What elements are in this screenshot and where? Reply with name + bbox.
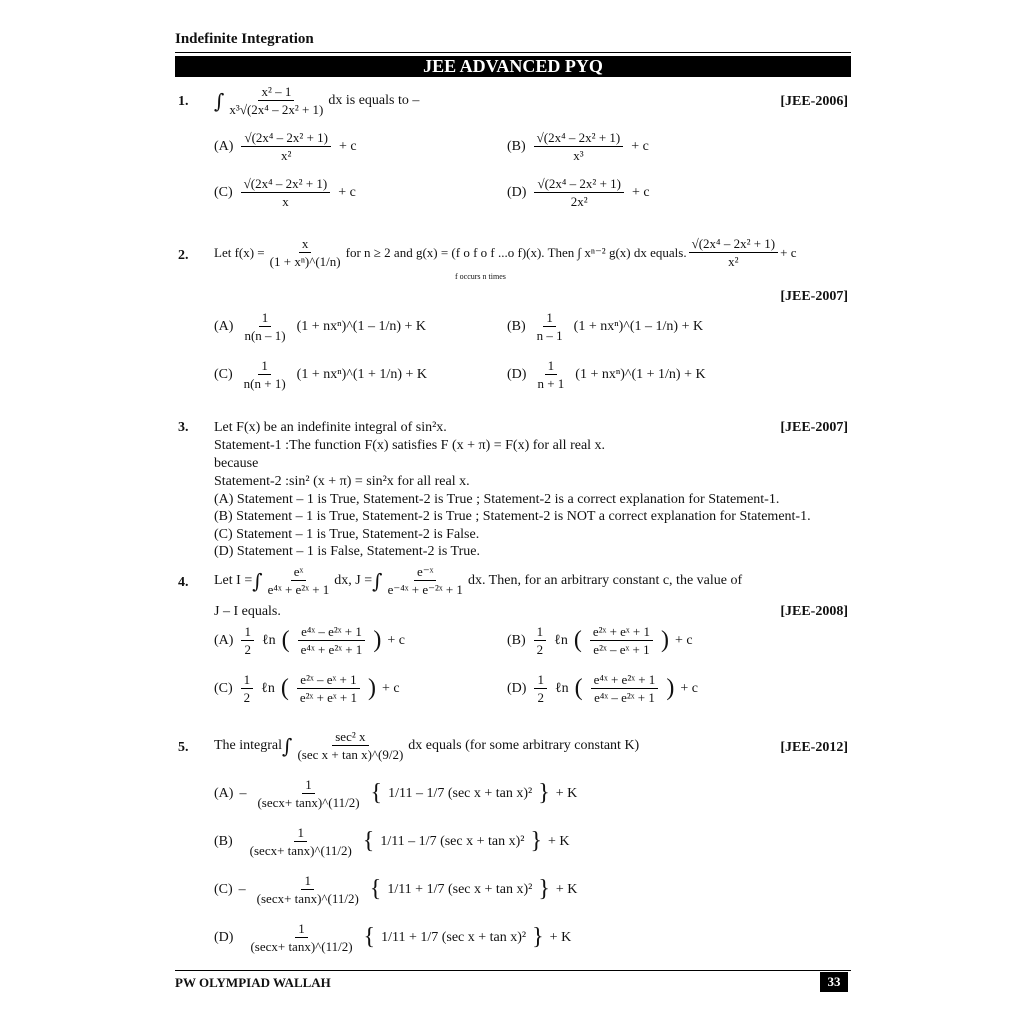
- footer-publisher: PW OLYMPIAD WALLAH: [175, 975, 331, 990]
- option-den: (secx+ tanx)^(11/2): [257, 795, 360, 810]
- ln-symbol: ℓn: [261, 632, 276, 648]
- half-den: 2: [243, 690, 251, 705]
- q3-line: Statement-1 :The function F(x) satisfies F (x + π) = F(x) for all real x.: [214, 438, 606, 453]
- half-den: 2: [537, 690, 544, 705]
- q5-option-c[interactable]: (C) – $\frac{1}{(\sec x+ \tan x)\^{}(11/2)}$ { 1/11 + 1/7 (sec x + tan x)² } + K: [214, 873, 578, 906]
- header-rule: [175, 52, 851, 53]
- option-sign: –: [238, 881, 246, 897]
- option-num: √(2x⁴ – 2x² + 1): [241, 130, 331, 147]
- q2-option-c[interactable]: [214, 358, 427, 391]
- option-num: e²ˣ + eˣ + 1: [590, 624, 653, 641]
- option-sign: –: [239, 785, 247, 801]
- q4-year: [JEE-2008]: [780, 604, 848, 619]
- q2-tail: + c: [780, 244, 797, 260]
- q3-option-a[interactable]: (A) Statement – 1 is True, Statement-2 is True ; Statement-2 is a correct explanation for Statement-1.: [214, 492, 780, 507]
- option-tail: (1 + nxⁿ)^(1 + 1/n) + K: [575, 366, 706, 382]
- q5-stem-b: dx equals (for some arbitrary constant K): [408, 737, 640, 753]
- half-num: 1: [241, 624, 254, 641]
- option-label: (C): [214, 881, 233, 897]
- q3-year: [JEE-2007]: [780, 420, 848, 435]
- option-label: (D): [507, 366, 527, 382]
- option-tail: + c: [631, 138, 649, 154]
- option-den: 2x²: [570, 194, 588, 209]
- option-den: n + 1: [537, 376, 565, 391]
- option-tail: + c: [387, 632, 405, 648]
- q2-option-b[interactable]: [507, 310, 703, 343]
- q2-num: x: [299, 236, 312, 253]
- option-label: (B): [214, 833, 233, 849]
- q3-line: Statement-2 :sin² (x + π) = sin²x for all real x.: [214, 474, 470, 489]
- option-num: e⁴ˣ + e²ˣ + 1: [591, 672, 659, 689]
- q4-stem-a: Let I =: [214, 572, 253, 588]
- option-num: e⁴ˣ – e²ˣ + 1: [298, 624, 365, 641]
- option-tail: + c: [339, 138, 357, 154]
- q1-option-c[interactable]: [214, 176, 356, 209]
- option-num: 1: [301, 873, 314, 890]
- q5-option-b[interactable]: (B) $\frac{1}{(\sec x+ \tan x)\^{}(11/2)}$ { 1/11 – 1/7 (sec x + tan x)² } + K: [214, 825, 570, 858]
- banner-title: JEE ADVANCED PYQ: [175, 56, 851, 77]
- option-tail: + c: [382, 680, 400, 696]
- option-tail: (1 + nxⁿ)^(1 – 1/n) + K: [296, 318, 427, 334]
- option-num: 1: [259, 310, 272, 327]
- option-label: (C): [214, 184, 233, 200]
- q4-i-den: e⁴ˣ + e²ˣ + 1: [267, 582, 330, 597]
- option-num: 1: [295, 921, 308, 938]
- page-number: 33: [820, 972, 848, 992]
- option-tail: + c: [675, 632, 693, 648]
- half-num: 1: [534, 624, 547, 641]
- option-den: (secx+ tanx)^(11/2): [256, 891, 359, 906]
- q2-num2: √(2x⁴ – 2x² + 1): [689, 236, 779, 253]
- q4-option-c[interactable]: (C) $\frac{1}{2}$ ℓn ( $\frac{\text{e²ˣ – eˣ + 1}}{\text{e²ˣ + eˣ + 1}}$ ) + c: [214, 672, 400, 705]
- q1-text: dx is equals to –: [328, 92, 420, 108]
- option-label: (B): [507, 138, 526, 154]
- option-den: e²ˣ + eˣ + 1: [299, 690, 358, 705]
- section-title: Indefinite Integration: [175, 31, 314, 47]
- option-label: (A): [214, 632, 234, 648]
- q5-stem-a: The integral: [214, 737, 283, 753]
- footer-rule: [175, 970, 851, 971]
- q5-option-a[interactable]: (A) – $\frac{1}{(\sec x+ \tan x)\^{}(11/2)}$ { 1/11 – 1/7 (sec x + tan x)² } + K: [214, 777, 578, 810]
- option-den: e⁴ˣ – e²ˣ + 1: [594, 690, 655, 705]
- q5-den: (sec x + tan x)^(9/2): [297, 747, 404, 762]
- q1-option-a[interactable]: [214, 130, 357, 163]
- q4-stem-mid: dx, J =: [334, 572, 373, 588]
- q4-stem-c: J – I equals.: [214, 604, 281, 619]
- option-label: (C): [214, 680, 233, 696]
- q5-number: 5.: [178, 740, 189, 755]
- option-tail: + K: [549, 929, 572, 945]
- option-inner: 1/11 – 1/7 (sec x + tan x)²: [388, 785, 533, 801]
- option-inner: 1/11 + 1/7 (sec x + tan x)²: [387, 881, 533, 897]
- option-num: e²ˣ – eˣ + 1: [297, 672, 359, 689]
- q4-option-a[interactable]: (A) $\frac{1}{2}$ ℓn ( $\frac{\text{e⁴ˣ – e²ˣ + 1}}{\text{e⁴ˣ + e²ˣ + 1}}$ ) + c: [214, 624, 405, 657]
- q3-line: because: [214, 456, 259, 471]
- q1-option-b[interactable]: [507, 130, 649, 163]
- q1-stem: ∫ $\frac{\text{x² – 1}}{\text{x³√(2x⁴ – 2x² + 1)}}$ dx is equals to –: [214, 84, 420, 117]
- q4-stem-b: dx. Then, for an arbitrary constant c, the value of: [467, 572, 743, 588]
- option-num: √(2x⁴ – 2x² + 1): [241, 176, 331, 193]
- half-num: 1: [241, 672, 254, 689]
- option-num: 1: [294, 825, 307, 842]
- option-tail: + c: [338, 184, 356, 200]
- option-den: x²: [281, 148, 292, 163]
- option-tail: (1 + nxⁿ)^(1 – 1/n) + K: [573, 318, 704, 334]
- option-tail: + c: [632, 184, 650, 200]
- q4-number: 4.: [178, 575, 189, 590]
- q2-year: [JEE-2007]: [780, 289, 848, 304]
- option-label: (A): [214, 318, 234, 334]
- option-den: e²ˣ – eˣ + 1: [593, 642, 650, 657]
- q2-brace-label: f occurs n times: [455, 272, 506, 281]
- option-inner: 1/11 – 1/7 (sec x + tan x)²: [380, 833, 525, 849]
- option-den: (secx+ tanx)^(11/2): [250, 939, 353, 954]
- option-label: (D): [507, 680, 527, 696]
- q2-number: 2.: [178, 248, 189, 263]
- q2-option-a[interactable]: [214, 310, 426, 343]
- option-label: (B): [507, 318, 526, 334]
- q2-den2: x²: [728, 254, 739, 269]
- q3-option-b[interactable]: (B) Statement – 1 is True, Statement-2 is True ; Statement-2 is NOT a correct explanation for Statement-1.: [214, 509, 811, 524]
- option-den: n – 1: [536, 328, 563, 343]
- option-num: √(2x⁴ – 2x² + 1): [534, 130, 624, 147]
- option-inner: 1/11 + 1/7 (sec x + tan x)²: [381, 929, 527, 945]
- option-label: (D): [507, 184, 527, 200]
- q4-j-den: e⁻⁴ˣ + e⁻²ˣ + 1: [387, 582, 463, 597]
- q2-den: (1 + xⁿ)^(1/n): [269, 254, 341, 269]
- option-tail: + K: [555, 881, 578, 897]
- q4-option-d[interactable]: (D) $\frac{1}{2}$ ℓn ( $\frac{\text{e⁴ˣ + e²ˣ + 1}}{\text{e⁴ˣ – e²ˣ + 1}}$ ) + c: [507, 672, 698, 705]
- q5-stem: The integral ∫ $\frac{\text{sec² x}}{\text{(sec x + tan x)\textasciicircum{}(9/2)}}$ dx equals (for some arbitrary constant K): [214, 729, 640, 762]
- option-label: (C): [214, 366, 233, 382]
- option-den: x: [282, 194, 289, 209]
- q1-option-d[interactable]: [507, 176, 650, 209]
- ln-symbol: ℓn: [261, 680, 275, 696]
- q5-year: [JEE-2012]: [780, 740, 848, 755]
- q2-stem: [214, 236, 797, 269]
- q2-option-d[interactable]: [507, 358, 706, 391]
- q3-option-c[interactable]: (C) Statement – 1 is True, Statement-2 is False.: [214, 527, 480, 542]
- q4-option-b[interactable]: (B) $\frac{1}{2}$ ℓn ( $\frac{\text{e²ˣ + eˣ + 1}}{\text{e²ˣ – eˣ + 1}}$ ) + c: [507, 624, 693, 657]
- option-num: 1: [258, 358, 271, 375]
- q4-j-num: e⁻ˣ: [414, 564, 436, 581]
- option-tail: + K: [555, 785, 578, 801]
- ln-symbol: ℓn: [554, 680, 569, 696]
- option-num: 1: [545, 358, 558, 375]
- q2-stem-b: for n ≥ 2 and g(x) = (f o f o f ...o f)(x). Then ∫ xⁿ⁻² g(x) dx equals.: [345, 244, 687, 260]
- option-den: x³: [573, 148, 584, 163]
- q1-number: 1.: [178, 94, 189, 109]
- option-tail: (1 + nxⁿ)^(1 + 1/n) + K: [296, 366, 427, 382]
- option-den: (secx+ tanx)^(11/2): [249, 843, 352, 858]
- q5-option-d[interactable]: (D) $\frac{1}{(\sec x+ \tan x)\^{}(11/2)}$ { 1/11 + 1/7 (sec x + tan x)² } + K: [214, 921, 572, 954]
- half-num: 1: [534, 672, 547, 689]
- option-tail: + K: [548, 833, 570, 849]
- q3-number: 3.: [178, 420, 189, 435]
- q2-stem-a: Let f(x) =: [214, 244, 265, 260]
- option-label: (A): [214, 138, 234, 154]
- option-den: n(n – 1): [244, 328, 286, 343]
- ln-symbol: ℓn: [554, 632, 568, 648]
- q4-i-num: eˣ: [291, 564, 307, 581]
- option-num: 1: [543, 310, 556, 327]
- option-label: (D): [214, 929, 234, 945]
- q1-den: x³√(2x⁴ – 2x² + 1): [229, 102, 324, 117]
- q3-option-d[interactable]: (D) Statement – 1 is False, Statement-2 is True.: [214, 544, 480, 559]
- option-label: (B): [507, 632, 526, 648]
- q5-num: sec² x: [332, 729, 368, 746]
- option-num: √(2x⁴ – 2x² + 1): [534, 176, 624, 193]
- half-den: 2: [536, 642, 544, 657]
- option-den: n(n + 1): [243, 376, 286, 391]
- q3-line: Let F(x) be an indefinite integral of sin²x.: [214, 420, 447, 435]
- option-label: (A): [214, 785, 234, 801]
- half-den: 2: [244, 642, 251, 657]
- q4-stem: Let I = ∫ $\frac{\text{eˣ}}{\text{e⁴ˣ + e²ˣ + 1}}$ dx, J = ∫ $\frac{\text{e⁻ˣ}}{\text{e⁻⁴ˣ + e⁻²ˣ + 1}}$ dx. Then, for an arbitrary constant c, the value of: [214, 564, 743, 597]
- q1-num: x² – 1: [258, 84, 294, 101]
- option-den: e⁴ˣ + e²ˣ + 1: [300, 642, 363, 657]
- option-num: 1: [302, 777, 315, 794]
- q1-year: [JEE-2006]: [780, 94, 848, 109]
- option-tail: + c: [680, 680, 698, 696]
